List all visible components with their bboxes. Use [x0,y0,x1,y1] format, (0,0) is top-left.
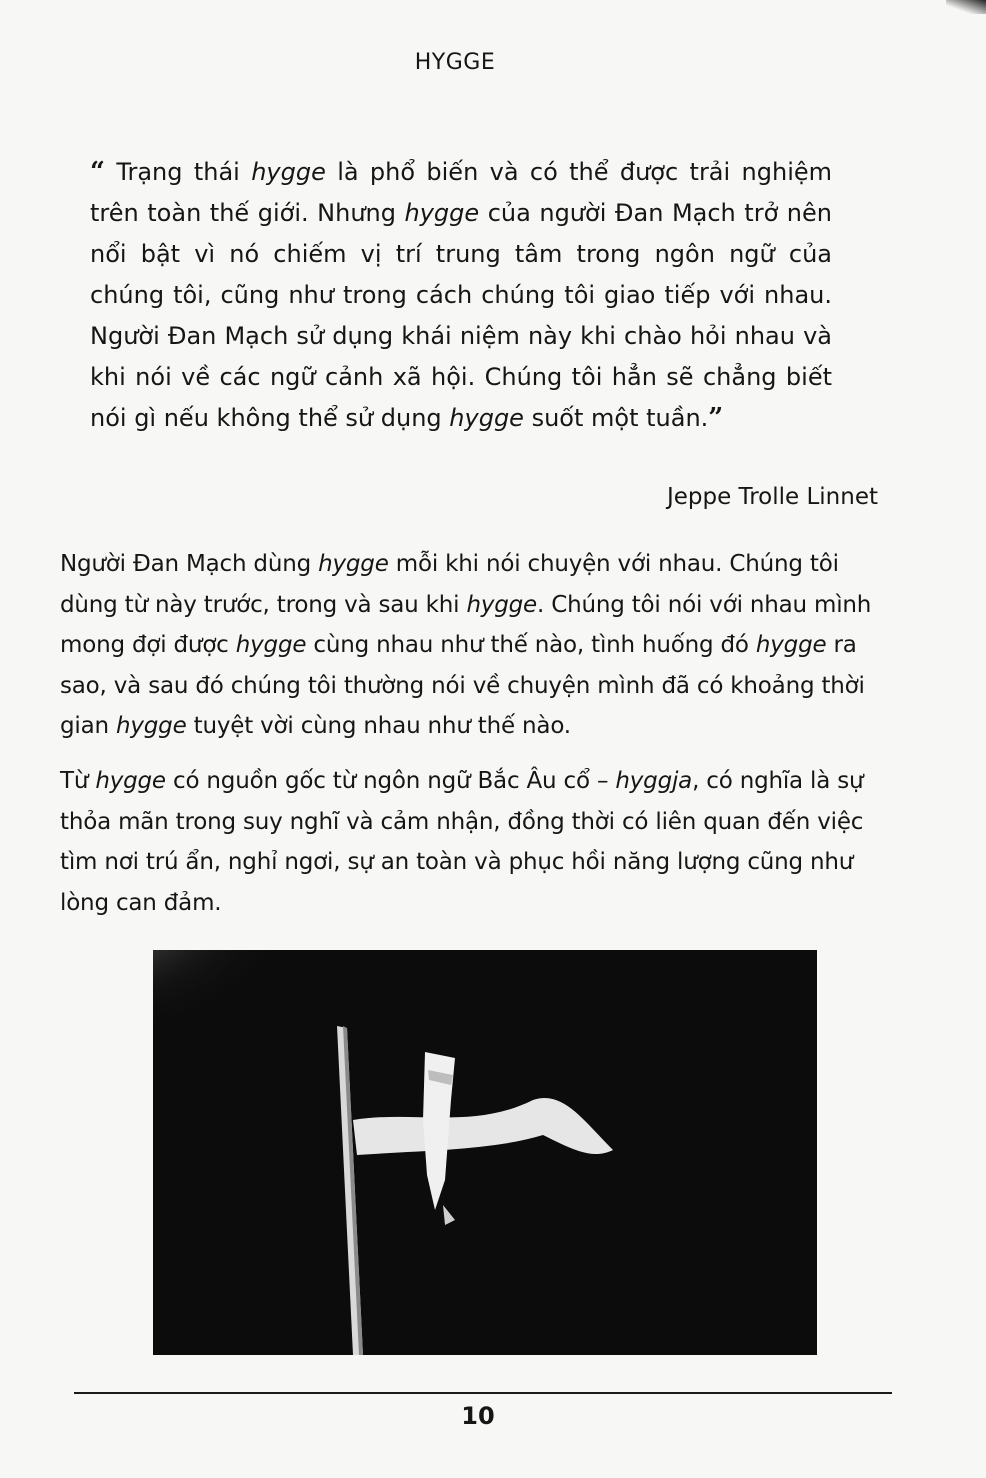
quote-text: Trạng thái [116,158,252,186]
quote-text: suốt một tuần. [523,404,709,432]
paragraph-italic-term: hygge [95,768,166,794]
body-paragraph [60,761,890,923]
quote-text: là phổ biến và có thể được trải nghiệm trên toàn thế giới. Nhưng [90,158,833,227]
paragraph-italic-term: hygge [466,591,538,618]
epigraph-quote [90,152,832,439]
close-quote-mark: ” [708,403,724,433]
paragraph-text: ra sao, và sau đó chúng tôi thường nói về chuyện mình đã có khoảng thời gian [60,632,865,739]
body-paragraph [60,544,890,747]
paragraph-text: Người Đan Mạch dùng [60,551,319,577]
paragraph-text: . Chúng tôi nói với nhau mình mong đợi được [60,591,872,658]
running-header: HYGGE [414,50,496,75]
flag-photo [153,950,817,1355]
paragraph-text: Từ [60,768,96,794]
paragraph-text: mỗi khi nói chuyện với nhau. Chúng tôi dùng từ này trước, trong và sau khi [60,551,839,618]
paragraph-italic-term: hygge [755,632,827,658]
quote-italic-term: hygge [449,404,524,432]
quote-italic-term: hygge [404,199,480,227]
paragraph-italic-term: hygge [115,713,187,739]
paragraph-italic-term: hygge [235,632,307,658]
paragraph-text: cùng nhau như thế nào, tình huống đó [306,632,756,658]
page-number: 10 [461,1402,495,1430]
paragraph-italic-term: hygge [318,551,389,577]
paragraph-text: có nguồn gốc từ ngôn ngữ Bắc Âu cổ – [165,768,616,794]
paragraph-italic-term: hyggja [615,768,693,794]
quote-text: của người Đan Mạch trở nên nổi bật vì nó chiếm vị trí trung tâm trong ngôn ngữ của chúng tôi, cũng như trong cách chúng tôi giao tiếp với nhau. Người Đan Mạch sử dụng khái niệm này khi chào hỏi nhau và khi nói về các ngữ cảnh xã hội. Chúng tôi hẳn sẽ chẳng biết nói gì nếu không thể sử dụng [90,199,832,432]
paragraph-text: , có nghĩa là sự thỏa mãn trong suy nghĩ và cảm nhận, đồng thời có liên quan đến việc tìm nơi trú ẩn, nghỉ ngơi, sự an toàn và phục hồi năng lượng cũng như lòng can đảm. [60,768,864,916]
quote-italic-term: hygge [251,158,326,186]
flag-photo-icon [153,950,817,1355]
quote-attribution: Jeppe Trolle Linnet [666,484,878,510]
page-edge-shadow [946,0,986,14]
paragraph-text: tuyệt vời cùng nhau như thế nào. [186,713,571,739]
footer-divider [74,1392,892,1394]
open-quote-mark: “ [90,157,105,187]
